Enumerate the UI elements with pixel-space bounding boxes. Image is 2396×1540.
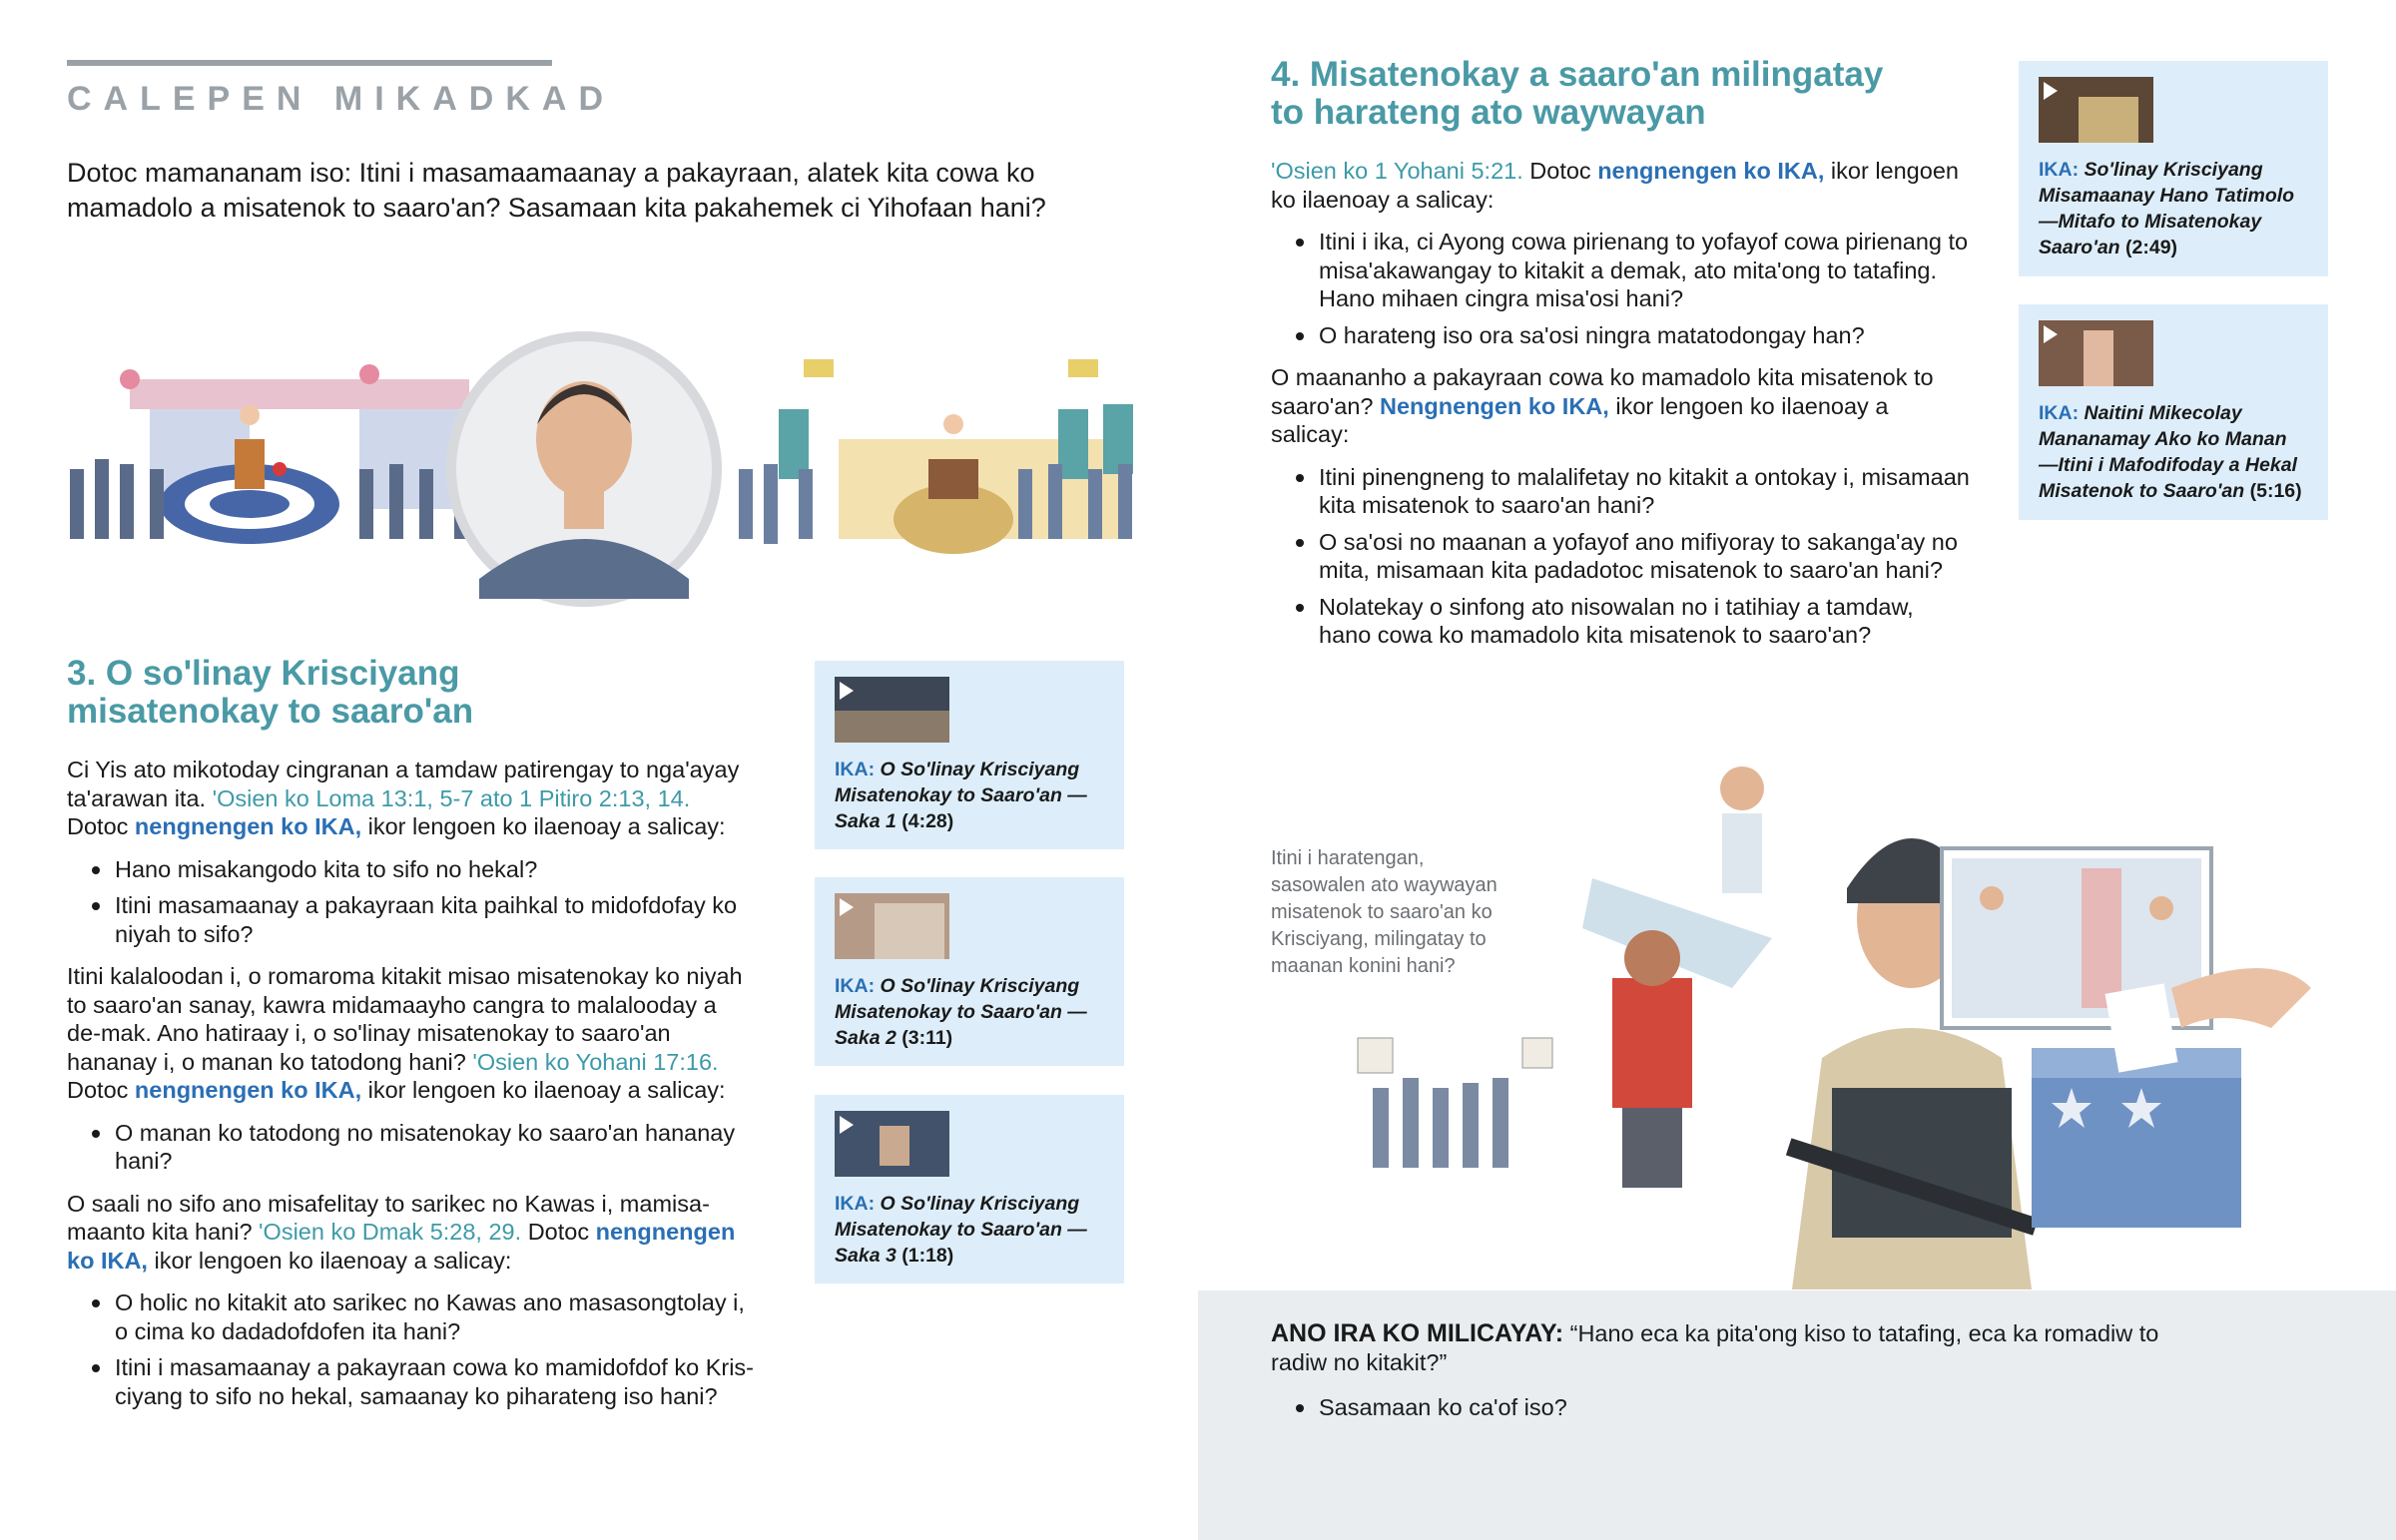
list-item: Itini i masamaanay a pakayraan cowa ko mamidofdof ko Kris-ciyang to sifo no hekal, samaanay ko piharateng iso hani? bbox=[67, 1353, 756, 1410]
play-icon bbox=[840, 898, 854, 916]
text: Ci Yis ato mikotoday cingranan a tamdaw patirengay to nga'ayay ta'arawan ita. bbox=[67, 757, 740, 811]
play-icon bbox=[840, 1116, 854, 1134]
text: Itini kalaloodan i, o romaroma kitakit misao misatenokay ko niyah to saaro'an sanay, kawra midamaayho cangra to malalooday a de-mak. Ano hatiraay i, o so'linay misatenokay to saaro'an hananay i, o manan ko tatodong hani? bbox=[67, 963, 743, 1075]
text: ikor lengoen ko ilaenoay a salicay: bbox=[361, 1077, 726, 1103]
list-item: Sasamaan ko ca'of iso? bbox=[1271, 1393, 2070, 1422]
scripture-link[interactable]: 'Osien ko 1 Yohani 5:21. bbox=[1271, 158, 1523, 184]
text: Dotoc bbox=[521, 1219, 596, 1245]
video-title: Naitini Mikecolay Mananamay Ako ko Manan —Itini i Mafodifoday a Hekal Misatenok to Saaro'an bbox=[2039, 402, 2297, 502]
list-item: O holic no kitakit ato sarikec no Kawas ano masasongtolay i, o cima ko dadadofdofen ita hani? bbox=[67, 1288, 756, 1345]
video-caption bbox=[835, 1191, 1099, 1269]
video-duration: (2:49) bbox=[2119, 237, 2178, 258]
video-link[interactable]: Nengnengen ko IKA, bbox=[1380, 392, 1609, 419]
video-link[interactable]: nengnengen ko IKA, bbox=[1597, 158, 1825, 184]
play-icon bbox=[840, 682, 854, 700]
section-4-heading-line2: to harateng ato waywayan bbox=[1271, 93, 1706, 132]
video-title: O So'linay Krisciyang Misatenokay to Saaro'an —Saka 3 bbox=[835, 1193, 1087, 1267]
ika-label: IKA: bbox=[2039, 402, 2080, 424]
discussion-quote: “Hano eca ka pita'ong kiso to tatafing, eca ka romadiw to radiw no kitakit?” bbox=[1271, 1320, 2159, 1375]
scripture-link[interactable]: 'Osien ko Loma 13:1, 5-7 ato 1 Pitiro 2:13, 14. bbox=[212, 784, 691, 811]
ika-label: IKA: bbox=[2039, 159, 2080, 181]
paragraph bbox=[1271, 157, 1970, 214]
video-card-saka-1[interactable] bbox=[815, 661, 1124, 849]
illustration-soldier-voter bbox=[1353, 759, 2351, 1289]
video-card-mitafo[interactable] bbox=[2019, 61, 2328, 276]
video-caption bbox=[835, 757, 1099, 834]
text: O maananho a pakayraan cowa ko mamadolo kita misatenok to saaro'an? bbox=[1271, 364, 1934, 419]
video-card-saka-3[interactable] bbox=[815, 1095, 1124, 1283]
list-item: O sa'osi no maanan a yofayof ano mifiyoray to sakanga'ay no mita, misamaan kita padadotoc misatenok to saaro'an hani? bbox=[1271, 528, 1970, 585]
question-list bbox=[67, 855, 756, 949]
list-item: Itini masamaanay a pakayraan kita paihkal to midofdofay ko niyah to sifo? bbox=[67, 891, 756, 948]
section-4-body bbox=[1271, 157, 1970, 658]
question-list bbox=[1271, 228, 1970, 349]
video-card-naitini[interactable] bbox=[2019, 304, 2328, 520]
section-3-heading-line2: misatenokay to saaro'an bbox=[67, 692, 474, 731]
video-thumbnail bbox=[835, 893, 949, 959]
discussion-list bbox=[1271, 1393, 2070, 1430]
header-rule bbox=[67, 60, 552, 66]
video-title: So'linay Krisciyang Misamaanay Hano Tatimolo —Mitafo to Misatenokay Saaro'an bbox=[2039, 159, 2295, 258]
illustration-crowd-rallies bbox=[60, 329, 1158, 609]
paragraph bbox=[1271, 363, 1970, 449]
discussion-label: ANO IRA KO MILICAYAY: bbox=[1271, 1319, 1564, 1347]
page-title: CALEPEN MIKADKAD bbox=[67, 80, 615, 118]
video-title: O So'linay Krisciyang Misatenokay to Saaro'an —Saka 1 bbox=[835, 759, 1087, 832]
video-title: O So'linay Krisciyang Misatenokay to Saaro'an —Saka 2 bbox=[835, 975, 1087, 1049]
video-link[interactable]: nengnengen ko IKA, bbox=[134, 1077, 362, 1103]
paragraph bbox=[67, 962, 756, 1105]
scripture-link[interactable]: 'Osien ko Dmak 5:28, 29. bbox=[259, 1219, 522, 1245]
ika-label: IKA: bbox=[835, 759, 876, 780]
question-list bbox=[67, 1288, 756, 1410]
video-link[interactable]: nengnengen ko IKA, bbox=[67, 1219, 736, 1274]
question-list bbox=[67, 1119, 756, 1176]
question-list bbox=[1271, 463, 1970, 650]
play-icon bbox=[2044, 325, 2058, 343]
video-duration: (4:28) bbox=[896, 810, 954, 832]
video-card-saka-2[interactable] bbox=[815, 877, 1124, 1066]
section-3-heading-line1: 3. O so'linay Krisciyang bbox=[67, 654, 460, 693]
text: Dotoc bbox=[1522, 158, 1598, 184]
list-item: Hano misakangodo kita to sifo no hekal? bbox=[67, 855, 756, 884]
illustration-caption: Itini i haratengan, sasowalen ato waywayan misatenok to saaro'an ko Krisciyang, milingatay to maanan konini hani? bbox=[1271, 847, 1498, 977]
video-duration: (1:18) bbox=[896, 1245, 954, 1267]
list-item: Nolatekay o sinfong ato nisowalan no i tatihiay a tamdaw, hano cowa ko mamadolo kita misatenok to saaro'an? bbox=[1271, 593, 1970, 650]
video-thumbnail bbox=[835, 1111, 949, 1177]
text: O saali no sifo ano misafelitay to sarikec no Kawas i, mamisa-maanto kita hani? bbox=[67, 1190, 710, 1245]
video-caption bbox=[2039, 157, 2303, 260]
list-item: Itini i ika, ci Ayong cowa pirienang to yofayof cowa pirienang to misa'akawangay to kitakit a demak, ato mita'ong to tatafing. Hano mihaen cingra misa'osi hani? bbox=[1271, 228, 1970, 313]
text: ikor lengoen ko ilaenoay a salicay: bbox=[1271, 158, 1959, 213]
video-duration: (5:16) bbox=[2244, 480, 2302, 502]
text: ikor lengoen ko ilaenoay a salicay: bbox=[361, 813, 726, 839]
section-4-heading bbox=[1271, 56, 1970, 132]
paragraph bbox=[67, 756, 756, 841]
video-caption bbox=[2039, 400, 2303, 504]
video-duration: (3:11) bbox=[896, 1027, 953, 1049]
text: Dotoc bbox=[67, 1077, 135, 1103]
section-4-heading-line1: 4. Misatenokay a saaro'an milingatay bbox=[1271, 55, 1884, 94]
scripture-link[interactable]: 'Osien ko Yohani 17:16. bbox=[472, 1048, 719, 1075]
text: ikor lengoen ko ilaenoay a salicay: bbox=[1271, 392, 1889, 447]
play-icon bbox=[2044, 82, 2058, 100]
ika-label: IKA: bbox=[835, 1193, 876, 1215]
paragraph bbox=[67, 1190, 756, 1276]
list-item: O manan ko tatodong no misatenokay ko saaro'an hananay hani? bbox=[67, 1119, 756, 1176]
video-caption bbox=[835, 973, 1099, 1051]
section-3-body bbox=[67, 756, 756, 1418]
text: Dotoc bbox=[67, 813, 135, 839]
list-item: Itini pinengneng to malalifetay no kitakit a ontokay i, misamaan kita misatenok to saaro'an hani? bbox=[1271, 463, 1970, 520]
discussion-question bbox=[1271, 1319, 2169, 1377]
list-item: O harateng iso ora sa'osi ningra matatodongay han? bbox=[1271, 321, 1970, 350]
video-thumbnail bbox=[2039, 320, 2153, 386]
video-thumbnail bbox=[835, 677, 949, 743]
section-3-heading bbox=[67, 655, 766, 731]
video-thumbnail bbox=[2039, 77, 2153, 143]
ika-label: IKA: bbox=[835, 975, 876, 997]
intro-text: Dotoc mamananam iso: Itini i masamaamaanay a pakayraan, alatek kita cowa ko mamadolo a misatenok to saaro'an? Sasamaan kita pakahemek ci Yihofaan hani? bbox=[67, 158, 1046, 223]
text: ikor lengoen ko ilaenoay a salicay: bbox=[147, 1247, 512, 1274]
video-link[interactable]: nengnengen ko IKA, bbox=[134, 813, 362, 839]
